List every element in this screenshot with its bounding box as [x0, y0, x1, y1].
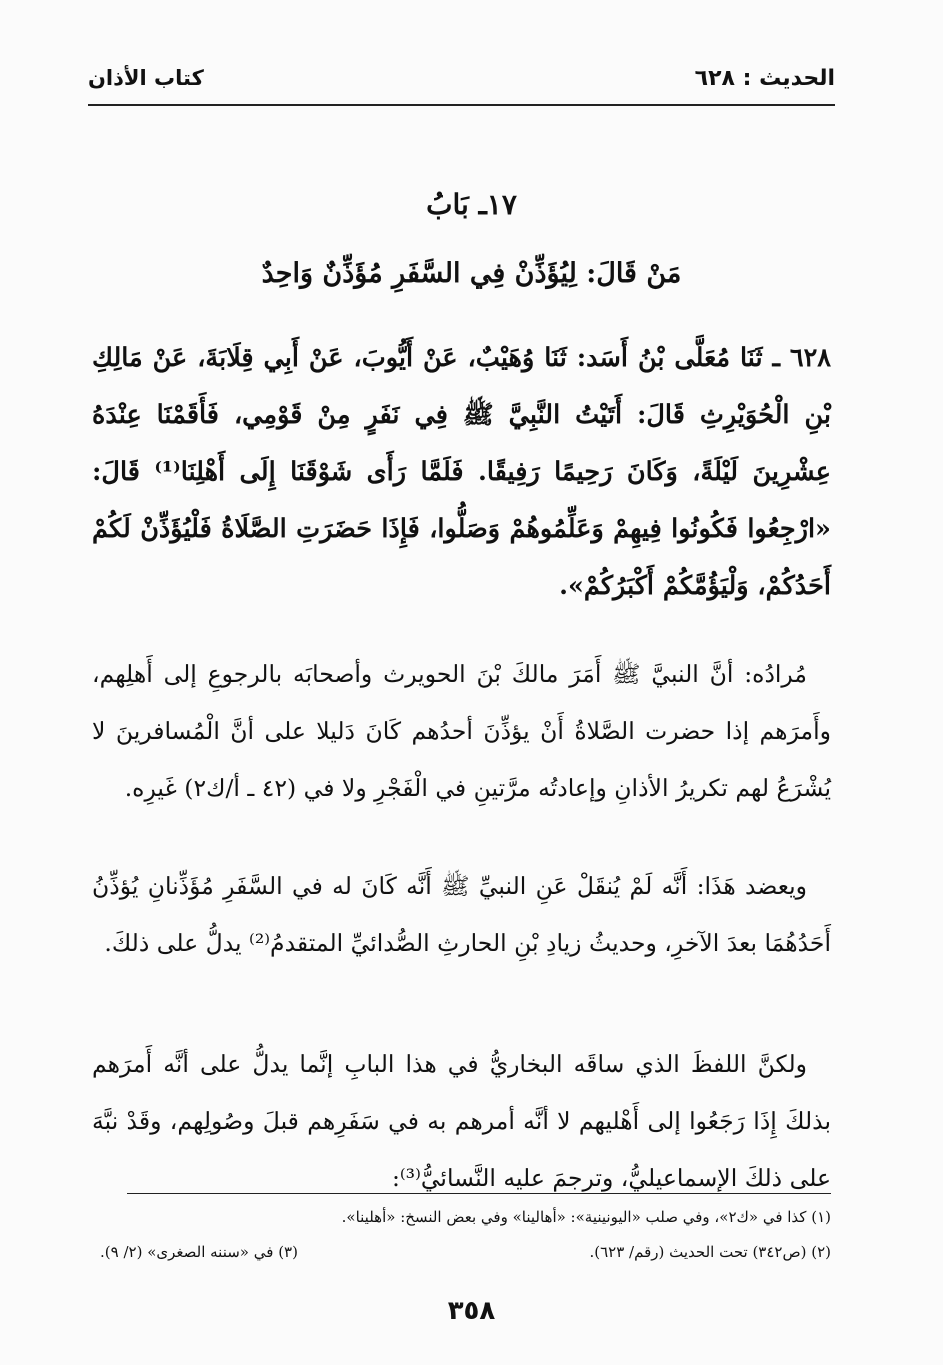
chapter-heading: ١٧ـ بَابُ — [426, 188, 517, 221]
hadith-text: ٦٢٨ ـ ثَنَا مُعَلَّى بْنُ أَسَد: ثَنَا وُهَيْبٌ، عَنْ أَيُّوبَ، عَنْ أَبِي قِلَابَةَ، عَنْ مَالِكِ بْنِ الْحُوَيْرِثِ قَالَ: أَتَيْتُ النَّبِيَّ ﷺ فِي نَفَرٍ مِنْ قَوْمِي، فَأَقَمْنَا عِنْدَهُ عِشْرِينَ لَيْلَةً، وَكَانَ رَحِيمًا رَفِيقًا. فَلَمَّا رَأَى شَوْقَنَا إِلَى أَهْلِنَا⁽¹⁾ قَالَ: «ارْجِعُوا فَكُونُوا فِيهِمْ وَعَلِّمُوهُمْ وَصَلُّوا، فَإِذَا حَضَرَتِ الصَّلَاةُ فَلْيُؤَذِّنْ لَكُمْ أَحَدُكُمْ، وَلْيَؤُمَّكُمْ أَكْبَرُكُمْ». — [92, 343, 831, 601]
footnote: (١) كذا في «ك٢»، وفي صلب «اليونينية»: «أهالينا» وفي بعض النسخ: «أهلينا». — [341, 1208, 831, 1226]
commentary-paragraph: ويعضد هَذَا: أَنَّه لَمْ يُنقَلْ عَنِ النبيِّ ﷺ أَنَّه كَانَ له في السَّفَرِ مُؤَذِّنانِ يُؤذِّنُ أَحَدُهُمَا بعدَ الآخرِ، وحديثُ زيادِ بْنِ الحارثِ الصُّدائيِّ المتقدمُ⁽²⁾ يدلُّ على ذلكَ. — [92, 872, 831, 957]
footnote-divider — [127, 1193, 831, 1194]
footnote: (٣) في «سننه الصغرى» (٢/ ٩). — [100, 1243, 298, 1261]
chapter-title: مَنْ قَالَ: لِيُؤَذِّنْ فِي السَّفَرِ مُؤَذِّنٌ وَاحِدٌ — [261, 258, 682, 289]
commentary-paragraph: ولكنَّ اللفظَ الذي ساقَه البخاريُّ في هذا البابِ إنَّما يدلُّ على أنَّه أَمرَهم بذلكَ إِذَا رَجَعُوا إلى أَهْليهم لا أنَّه أمرهم به في سَفَرِهم قبلَ وصُولِهم، وقَدْ نبَّهَ على ذلكَ الإسماعيليُّ، وترجمَ عليه النَّسائيُّ⁽³⁾: — [92, 1050, 831, 1192]
header-divider — [88, 104, 835, 106]
page-number: ٣٥٨ — [447, 1296, 496, 1326]
running-head-hadith-number: الحديث : ٦٢٨ — [694, 66, 835, 91]
commentary-paragraph: مُرادُه: أنَّ النبيَّ ﷺ أَمَرَ مالكَ بْنَ الحويرث وأصحابَه بالرجوعِ إلى أَهلِهم، وأَمرَهم إذا حضرت الصَّلاةُ أَنْ يؤذِّنَ أحدُهم كَانَ دَليلا على أنَّ الْمُسافرينَ لا يُشْرَعُ لهم تكريرُ الأذانِ وإعادتُه مرَّتينِ في الْفَجْرِ ولا في (٤٢ ـ أ/ك٢) غَيرِه. — [92, 660, 831, 802]
running-head-book-title: كتاب الأذان — [88, 66, 204, 90]
running-head — [88, 66, 835, 100]
footnote: (٢) (ص٣٤٢) تحت الحديث (رقم/ ٦٢٣). — [589, 1243, 831, 1261]
